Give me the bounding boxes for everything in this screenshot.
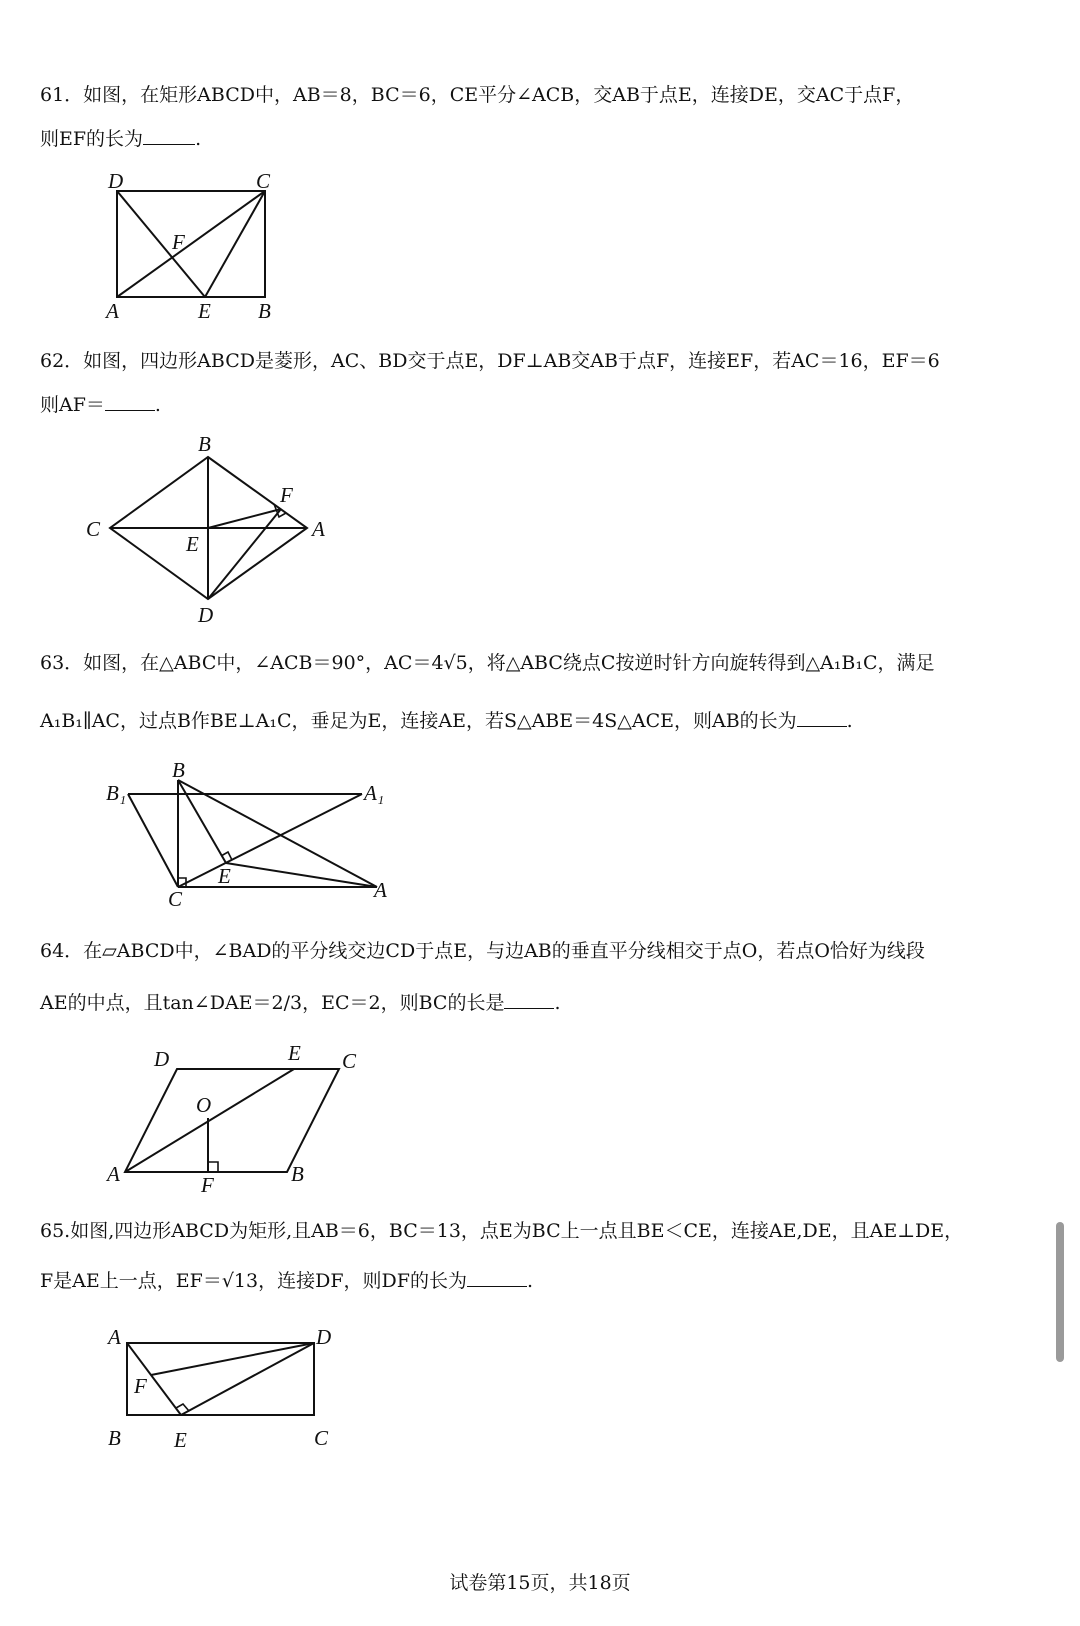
problem-65-end: . — [526, 1270, 533, 1292]
label-64-b: B — [291, 1162, 304, 1186]
label-65-c: C — [314, 1426, 329, 1450]
label-63-b1: B₁ — [106, 781, 127, 805]
scrollbar-thumb[interactable] — [1056, 1222, 1064, 1362]
label-62-b: B — [198, 432, 211, 456]
label-65-e: E — [174, 1428, 187, 1452]
label-61-c: C — [256, 169, 271, 193]
label-61-e: E — [198, 299, 211, 323]
problem-63-line1: 63．如图，在△ABC中，∠ACB＝90°，AC＝4√5，将△ABC绕点C按逆时针方向旋转得到△A₁B₁C，满足 — [40, 652, 935, 674]
problem-63-text: A₁B₁∥AC，过点B作BE⊥A₁C，垂足为E，连接AE，若S△ABE＝4S△ACE，则AB的长为 — [40, 710, 797, 732]
problem-64-text: AE的中点，且tan∠DAE＝2/3，EC＝2，则BC的长是 — [40, 992, 505, 1014]
label-62-d: D — [198, 603, 214, 627]
label-62-e: E — [186, 532, 199, 556]
problem-65-text: F是AE上一点，EF＝√13，连接DF，则DF的长为 — [40, 1270, 467, 1292]
label-64-f: F — [201, 1173, 214, 1197]
label-65-f: F — [134, 1374, 147, 1398]
label-64-o: O — [196, 1093, 212, 1117]
label-64-c: C — [342, 1049, 357, 1073]
label-64-e: E — [288, 1041, 301, 1065]
label-63-a: A — [374, 878, 387, 902]
problem-62-end: . — [154, 394, 161, 416]
label-63-b: B — [172, 758, 185, 782]
page-footer: 试卷第15页，共18页 — [449, 1572, 631, 1594]
problem-62-line1: 62．如图，四边形ABCD是菱形，AC、BD交于点E，DF⊥AB交AB于点F，连接EF，若AC＝16，EF＝6 — [40, 350, 940, 372]
problem-64-end: . — [554, 992, 561, 1014]
label-62-c: C — [86, 517, 101, 541]
problem-63-end: . — [846, 710, 853, 732]
label-65-b: B — [108, 1426, 121, 1450]
problem-65-line1: 65.如图,四边形ABCD为矩形,且AB＝6，BC＝13，点E为BC上一点且BE＜CE，连接AE,DE，且AE⊥DE， — [40, 1220, 964, 1242]
label-63-a1: A₁ — [364, 781, 385, 805]
label-63-c: C — [168, 887, 183, 911]
label-64-a: A — [107, 1162, 120, 1186]
label-61-a: A — [106, 299, 119, 323]
label-62-a: A — [312, 517, 325, 541]
problem-62-text: 则AF＝ — [40, 394, 105, 416]
problem-61-line1: 61．如图，在矩形ABCD中，AB＝8，BC＝6，CE平分∠ACB，交AB于点E，连接DE，交AC于点F， — [40, 84, 915, 106]
label-61-f: F — [172, 230, 185, 254]
label-63-e: E — [218, 864, 231, 888]
label-61-d: D — [108, 169, 124, 193]
label-64-d: D — [154, 1047, 170, 1071]
problem-61-text: 则EF的长为 — [40, 128, 144, 150]
problem-64-line1: 64．在▱ABCD中，∠BAD的平分线交边CD于点E，与边AB的垂直平分线相交于点O，若点O恰好为线段 — [40, 940, 925, 962]
label-65-a: A — [108, 1325, 121, 1349]
label-61-b: B — [258, 299, 271, 323]
label-62-f: F — [280, 483, 293, 507]
problem-61-end: . — [195, 128, 202, 150]
label-65-d: D — [316, 1325, 332, 1349]
